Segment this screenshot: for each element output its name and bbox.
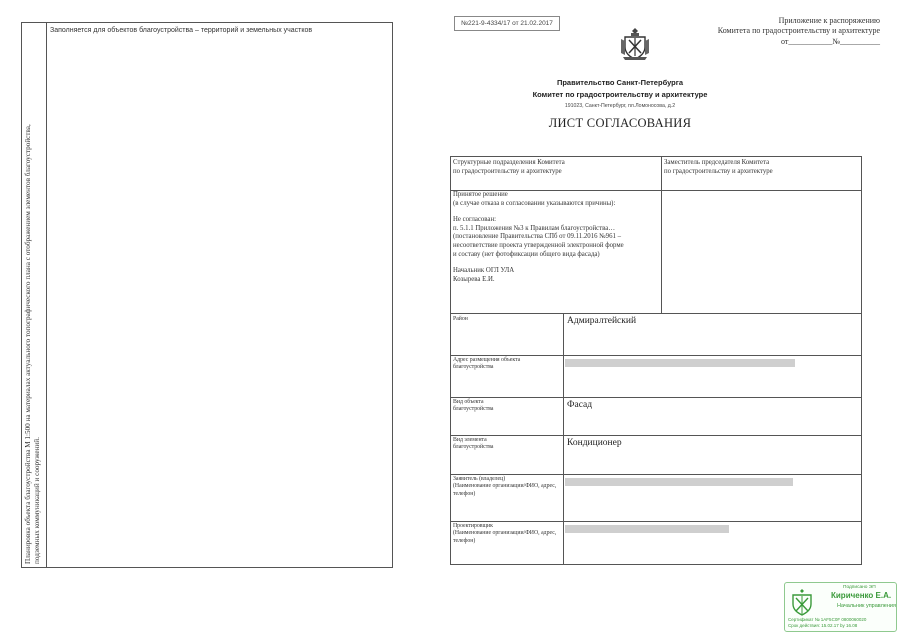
designer-redaction bbox=[565, 525, 729, 533]
object-type-value: Фасад bbox=[567, 400, 593, 410]
vertical-text-line-1: Планировка объекта благоустройства М 1:500 на материалах актуального топографического плана с отображением элементов благоустройства, bbox=[24, 124, 32, 564]
district-value-cell bbox=[563, 313, 862, 356]
coat-of-arms-icon bbox=[620, 27, 650, 61]
left-page-divider bbox=[46, 22, 47, 567]
object-type-label: Вид объекта bbox=[453, 399, 484, 405]
reason-line-4: и составу (нет фотофиксации общего вида фасада) bbox=[453, 250, 600, 258]
departments-header-line-2: по градостроительству и архитектуре bbox=[453, 167, 562, 175]
departments-header-line-1: Структурные подразделения Комитета bbox=[453, 159, 565, 166]
annex-line-2: Комитета по градостроительству и архитектуре bbox=[717, 26, 880, 35]
stamp-signed-label: Подписано ЭП bbox=[843, 585, 876, 590]
deputy-header-line-1: Заместитель председателя Комитета bbox=[664, 159, 770, 166]
object-type-value-cell bbox=[563, 397, 862, 436]
address-redaction bbox=[565, 359, 795, 367]
left-vertical-text bbox=[24, 28, 44, 564]
decision-cell bbox=[450, 190, 662, 314]
district-label: Район bbox=[453, 316, 468, 322]
address-label: Адрес размещения объекта bbox=[453, 357, 521, 363]
designer-label: Проектировщик bbox=[453, 523, 493, 529]
reason-line-2: (постановление Правительства СПб от 09.11.2016 №961 – bbox=[453, 233, 621, 241]
decision-hint: (в случае отказа в согласовании указываются причины): bbox=[453, 199, 616, 207]
not-agreed-label: Не согласован: bbox=[453, 216, 496, 224]
stamp-name: Кириченко Е.А. bbox=[831, 591, 892, 600]
annex-line-3: от___________№__________ bbox=[780, 37, 880, 46]
applicant-label-cell bbox=[450, 474, 564, 522]
annex-line-1: Приложение к распоряжению bbox=[778, 16, 880, 25]
deputy-header-line-2: по градостроительству и архитектуре bbox=[664, 167, 773, 175]
reason-line-1: п. 5.1.1 Приложения №3 к Правилам благоустройства… bbox=[453, 224, 616, 232]
signer-name: Козырева Е.И. bbox=[453, 275, 495, 283]
document-number-box bbox=[454, 16, 560, 31]
approval-header-deputy bbox=[661, 156, 862, 191]
deputy-decision-cell bbox=[661, 190, 862, 314]
applicant-label: Заявитель (владелец) bbox=[453, 476, 506, 482]
designer-label-sub: (Наименование организации/ФИО, адрес, телефон) bbox=[453, 530, 557, 544]
stamp-cert-line-1: Сертификат № 1AF5C0F 0800060020 bbox=[788, 617, 867, 622]
designer-label-cell bbox=[450, 521, 564, 565]
applicant-redaction bbox=[565, 478, 793, 486]
element-type-value: Кондиционер bbox=[567, 438, 622, 448]
element-type-label-cell bbox=[450, 435, 564, 475]
sheet-title: ЛИСТ СОГЛАСОВАНИЯ bbox=[548, 116, 692, 130]
object-type-label-sub: благоустройства bbox=[453, 406, 494, 413]
government-title: Правительство Санкт-Петербурга bbox=[556, 78, 684, 87]
element-type-label: Вид элемента bbox=[453, 437, 487, 443]
district-label-cell bbox=[450, 313, 564, 356]
address-label-sub: благоустройства bbox=[453, 364, 494, 371]
object-type-label-cell bbox=[450, 397, 564, 436]
left-page-caption: Заполняется для объектов благоустройства – территорий и земельных участков bbox=[50, 27, 313, 34]
applicant-value-cell bbox=[563, 474, 862, 522]
signature-stamp bbox=[784, 582, 897, 632]
committee-address: 191023, Санкт-Петербург, пл.Ломоносова, д.2 bbox=[564, 103, 676, 109]
designer-value-cell bbox=[563, 521, 862, 565]
approval-header-departments bbox=[450, 156, 662, 191]
signer-title: Начальник ОГЛ УЛА bbox=[453, 267, 515, 275]
committee-title: Комитет по градостроительству и архитектуре bbox=[532, 90, 708, 99]
element-type-value-cell bbox=[563, 435, 862, 475]
stamp-position: Начальник управления bbox=[837, 603, 896, 609]
district-value: Адмиралтейский bbox=[567, 316, 637, 326]
element-type-label-sub: благоустройства bbox=[453, 444, 494, 451]
address-value-cell bbox=[563, 355, 862, 398]
decision-label: Принятое решение bbox=[453, 191, 508, 198]
document-number: №221-9-4334/17 от 21.02.2017 bbox=[461, 20, 553, 27]
applicant-label-sub: (Наименование организации/ФИО, адрес, телефон) bbox=[453, 483, 557, 497]
stamp-cert-line-2: Срок действия: 15.02.17 by 16.08 bbox=[788, 623, 858, 628]
vertical-text-line-2: подземных коммуникаций и сооружений. bbox=[33, 437, 41, 564]
left-page-frame bbox=[21, 22, 393, 568]
reason-line-3: несоответствие проекта утвержденной электронной форме bbox=[453, 241, 624, 249]
address-label-cell bbox=[450, 355, 564, 398]
stamp-emblem-icon bbox=[789, 588, 815, 618]
